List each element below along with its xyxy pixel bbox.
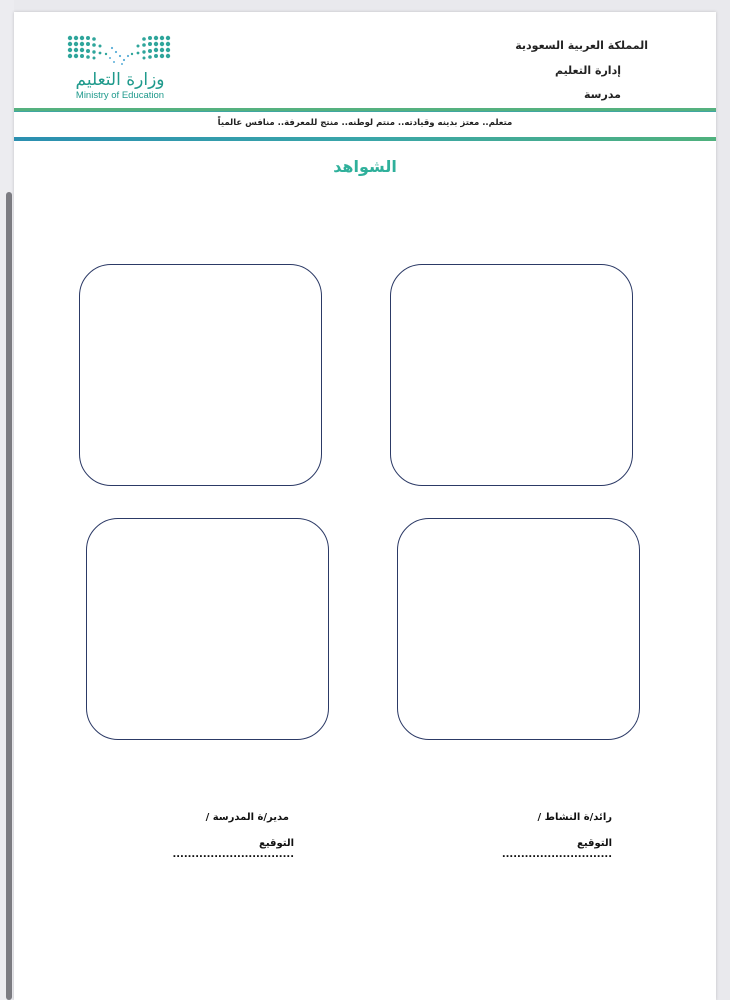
scrollbar-track[interactable] (0, 0, 14, 1000)
document-page (14, 12, 716, 1000)
logo-arabic-text: وزارة التعليم (75, 70, 165, 90)
header-band-top-thin (14, 111, 716, 112)
evidence-box-top-right (390, 264, 633, 486)
evidence-box-bottom-right (397, 518, 640, 740)
scrollbar-thumb[interactable] (6, 192, 12, 1000)
header-kingdom: المملكة العربية السعودية (515, 39, 648, 52)
vision-slogan: متعلم.. معتز بدينه وقيادته.. منتم لوطنه.. منتج للمعرفة.. منافس عالمياً (217, 118, 513, 128)
evidence-box-top-left (79, 264, 322, 486)
header-administration: إدارة التعليم (554, 64, 621, 77)
principal-signature-line: التوقيع ................................ (172, 838, 294, 860)
ministry-logo-icon (66, 34, 172, 70)
activity-leader-title: رائد/ة النشاط / (537, 812, 612, 823)
logo-english-text: Ministry of Education (75, 90, 165, 101)
principal-title: مدير/ة المدرسة / (205, 812, 289, 823)
evidence-box-bottom-left (86, 518, 329, 740)
header-band-bottom (14, 137, 716, 141)
header-school: مدرسة (584, 88, 621, 101)
page-title: الشواهد (333, 157, 397, 176)
activity-leader-signature-line: التوقيع ............................. (501, 838, 612, 860)
